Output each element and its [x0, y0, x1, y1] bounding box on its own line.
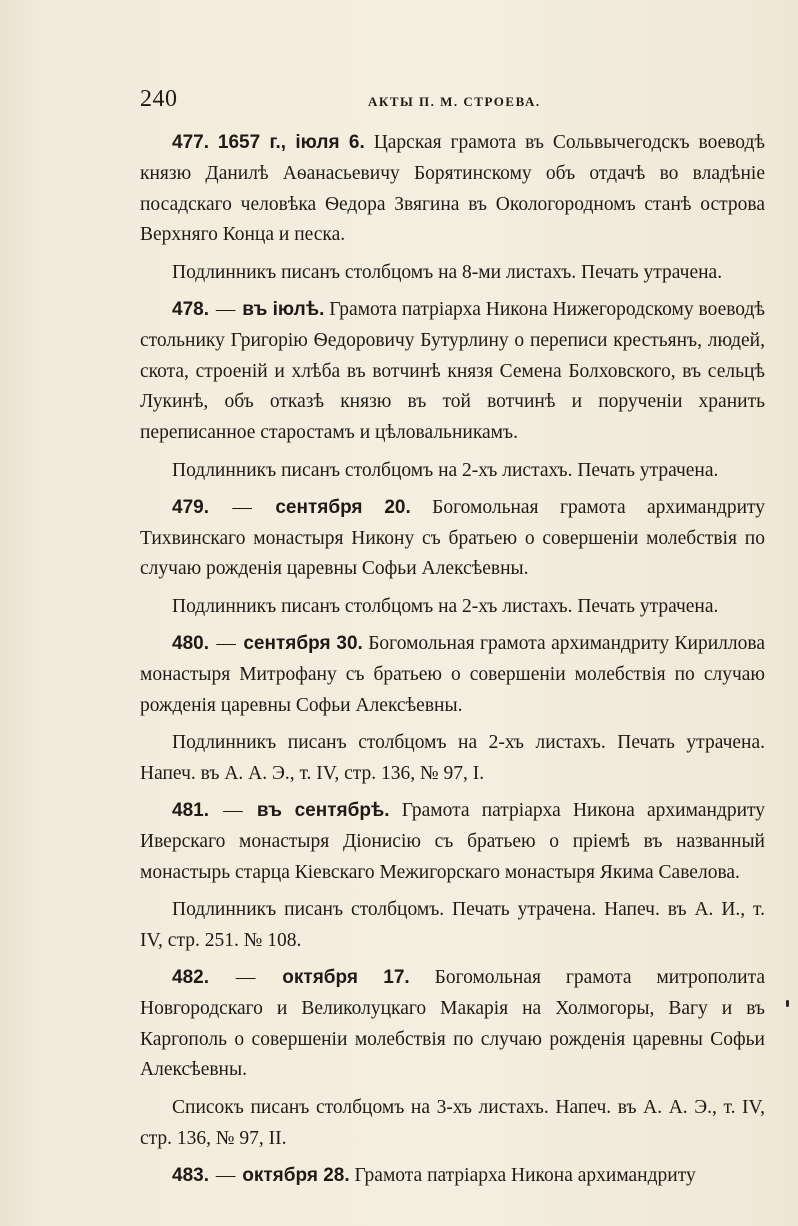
entry-dash: — — [216, 632, 236, 654]
entry-date: октября 28. — [242, 1164, 350, 1186]
entry-dash: — — [235, 966, 256, 988]
entry-body — [140, 295, 765, 449]
entry-483 — [140, 1161, 765, 1192]
entry-note: Подлинникъ писанъ столбцомъ на 2-хъ листахъ. Печать утрачена. — [172, 459, 719, 481]
entry-text: Грамота патріарха Никона архимандриту — [354, 1164, 696, 1186]
entry-body — [140, 1161, 765, 1192]
entry-number: 481. — [172, 799, 209, 821]
entry-text: Богомольная грамота митрополита Новгородскаго и Великолуцкаго Макарія на Холмогоры, Вагу и въ Каргополь о совершеніи молебствія по случаю рожденія царевны Софьи Алексѣевны. — [140, 966, 765, 1081]
entry-date: октября 17. — [282, 966, 410, 988]
entry-text: Богомольная грамота архимандриту Тихвинскаго монастыря Никону съ братьею о совершеніи молебствія по случаю рожденія царевны Софьи Алексѣевны. — [140, 496, 766, 580]
entry-text: Царская грамота въ Сольвычегодскъ воеводѣ князю Данилѣ Аѳанасьевичу Борятинскому объ отдачѣ во владѣніе посадскаго человѣка Ѳедора Звягина въ Окологородномъ станѣ острова Верхняго Конца и песка. — [140, 132, 765, 246]
entry-dash: — — [223, 799, 243, 821]
entry-481 — [140, 796, 765, 957]
entry-text: Богомольная грамота архимандриту Кириллова монастыря Митрофану съ братьею о совершеніи молебствія по случаю рожденія царевны Софьи Алексѣевны. — [140, 632, 765, 716]
entry-date: 1657 г., іюля 6. — [217, 132, 365, 153]
running-title: АКТЫ П. М. СТРОЕВА. — [368, 94, 541, 109]
entry-date: сентября 20. — [275, 496, 411, 518]
entry-body — [140, 493, 765, 585]
entry-477 — [140, 128, 765, 289]
entry-date: въ сентябрѣ. — [256, 799, 390, 821]
entry-text: Грамота патріарха Никона архимандриту Иверскаго монастыря Діонисію съ братьею о пріемѣ въ названный монастырь старца Кіевскаго Межигорскаго монастыря Якима Савелова. — [140, 799, 766, 883]
entry-dash: — — [215, 298, 236, 320]
entry-480 — [140, 629, 765, 790]
page-number: 240 — [140, 86, 178, 112]
entry-note: Списокъ писанъ столбцомъ на 3-хъ листахъ. Напеч. въ А. А. Э., т. IV, стр. 136, № 97, II. — [140, 1097, 765, 1149]
entry-number: 479. — [172, 496, 209, 518]
page-header — [140, 86, 760, 116]
entry-note: Подлинникъ писанъ столбцомъ на 2-хъ листахъ. Печать утрачена. Напеч. въ А. А. Э., т. IV, стр. 136, № 97, I. — [140, 732, 765, 785]
ink-speck — [786, 1000, 789, 1007]
entry-479 — [140, 493, 765, 623]
entry-note: Подлинникъ писанъ столбцомъ на 8-ми листахъ. Печать утрачена. — [172, 262, 723, 284]
entry-number: 482. — [172, 966, 209, 988]
entry-dash: — — [215, 1164, 236, 1186]
entry-date: въ іюлѣ. — [242, 298, 325, 320]
entry-dash: — — [232, 496, 252, 518]
entry-number: 477. — [172, 132, 209, 153]
entry-number: 480. — [172, 632, 209, 654]
page-content — [140, 128, 765, 1192]
entry-body — [140, 796, 765, 888]
entry-date: сентября 30. — [243, 632, 363, 654]
entry-number: 483. — [172, 1164, 209, 1186]
entry-text: Грамота патріарха Никона Нижегородскому воеводѣ стольнику Григорію Ѳедоровичу Бутурлину о переписи крестьянъ, людей, скота, строеній и хлѣба въ вотчинѣ князя Семена Болховского, въ сельцѣ Лукинѣ, объ отказѣ князю въ той вотчинѣ и порученіи хранить переписанное старостамъ и цѣловальникамъ. — [140, 298, 766, 444]
entry-note: Подлинникъ писанъ столбцомъ на 2-хъ листахъ. Печать утрачена. — [172, 596, 719, 618]
entry-note: Подлинникъ писанъ столбцомъ. Печать утрачена. Напеч. въ А. И., т. IV, стр. 251. № 108. — [140, 899, 765, 952]
entry-482 — [140, 963, 765, 1155]
entry-body — [140, 963, 765, 1086]
entry-number: 478. — [172, 298, 209, 320]
entry-body — [140, 128, 765, 251]
entry-478 — [140, 295, 765, 487]
entry-body — [140, 629, 765, 721]
